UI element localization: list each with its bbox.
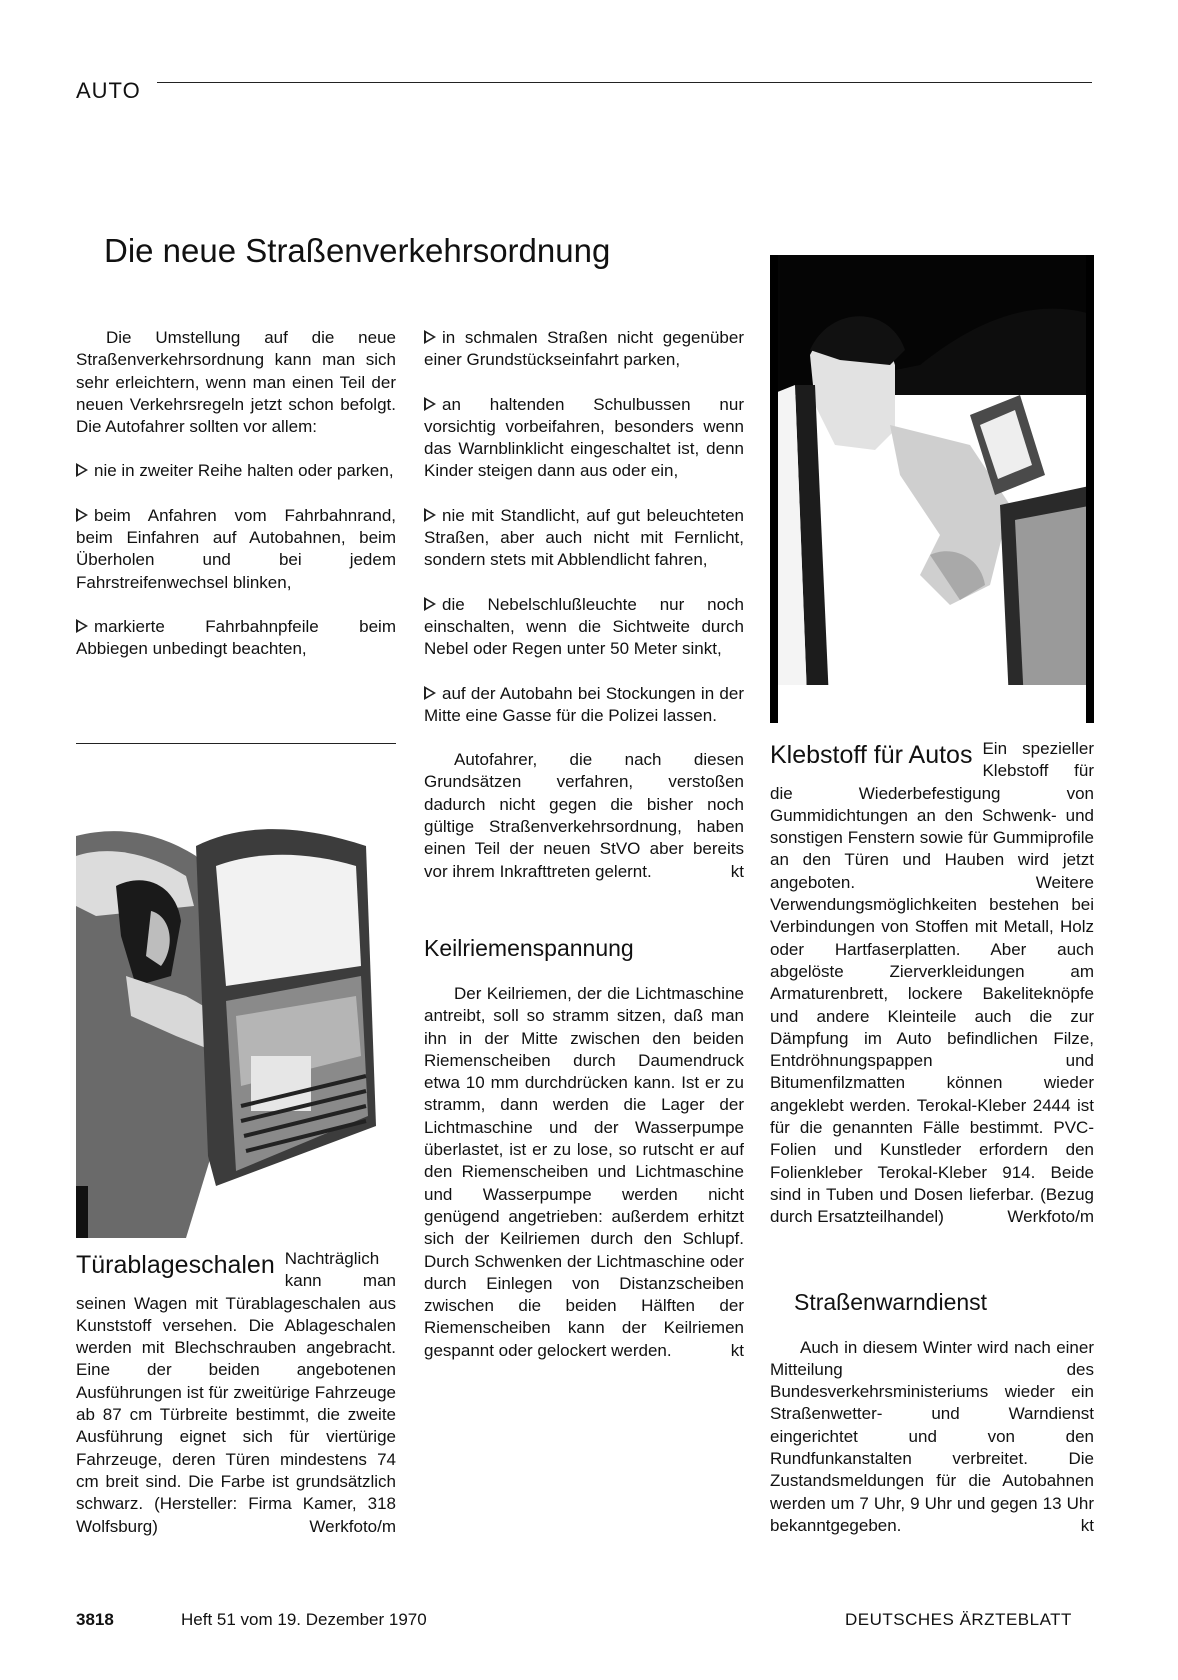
triangle-bullet-icon — [424, 686, 436, 700]
keilriemen-signature: kt — [730, 1340, 744, 1360]
keilriemen-heading: Keilriemenspannung — [424, 934, 634, 961]
list-item: beim Anfahren vom Fahrbahnrand, beim Einfahren auf Autobahnen, beim Überholen und bei jedem Fahrstreifenwechsel blinken, — [76, 505, 396, 592]
triangle-bullet-icon — [76, 463, 88, 477]
tuerablage-body: Nachträglich kann man seinen Wagen mit Türablageschalen aus Kunststoff versehen. Die Ablageschalen werden mit Blechschrauben angebracht. Eine der beiden angebotenen Ausführungen ist für zweitürige Fahrzeuge ab 87 cm Türbreite bestimmt, die zweite Ausführung eignet sich für viertürige Fahrzeuge, deren Türen mindestens 74 cm breit sind. Die Farbe ist grundsätzlich schwarz. (Hersteller: Firma Kamer, 318 Wolfsburg) — [76, 1249, 396, 1536]
triangle-bullet-icon — [76, 508, 88, 522]
list-item: die Nebelschlußleuchte nur noch einschalten, wenn die Sichtweite durch Nebel oder Regen unter 50 Meter sinkt, — [424, 594, 744, 659]
journal-name: DEUTSCHES ÄRZTEBLATT — [845, 1610, 1072, 1629]
issue-info: Heft 51 vom 19. Dezember 1970 — [181, 1610, 427, 1629]
closing-paragraph: Autofahrer, die nach diesen Grundsätzen verfahren, verstoßen dadurch nicht gegen die bisher noch gültige Straßenverkehrsordnung, haben einen Teil der neuen StVO aber bereits vor ihrem Inkrafttreten gelernt. kt — [424, 749, 744, 883]
keilriemen-body: Der Keilriemen, der die Lichtmaschine antreibt, soll so stramm sitzen, daß man ihn in der Mitte zwischen den beiden Riemenscheiben durch Daumendruck etwa 10 mm durchdrücken kann. Ist er zu stramm, dann werden die Lager der Lichtmaschine und der Wasserpumpe überlastet, ist er zu lose, so rutscht er auf den Riemenscheiben und Lichtmaschine und Wasserpumpe werden nicht genügend angetrieben: außerdem erhitzt sich der Keilriemen durch den Schlupf. Durch Schwenken der Lichtmaschine oder durch Einlegen von Distanzscheiben zwischen die beiden Hälften der Riemenscheiben kann der Keilriemen gespannt oder gelockert werden. kt — [424, 983, 744, 1362]
list-item: nie in zweiter Reihe halten oder parken, — [76, 460, 396, 482]
klebstoff-body: Ein spezieller Klebstoff für die Wiederbefestigung von Gummidichtungen an den Schwenk- und sonstigen Fenstern sowie für Gummiprofile an den Türen und Hauben wird jetzt angeboten. Weitere Verwendungsmöglichkeiten bestehen bei Verbindungen von Stoffen mit Metall, Holz oder Hartfaserplatten. Aber auch abgelöste Zierverkleidungen am Armaturenbrett, lockere Bakeliteknöpfe und andere Kleinteile auch die zur Dämpfung im Auto befindlichen Filze, Entdröhnungspappen und Bitumenfilzmatten können wieder angeklebt werden. Terokal-Kleber 2444 ist für die genannten Fälle bestimmt. PVC-Folien und Kunstleder erfordern den Folienkleber Terokal-Kleber 914. Beide sind in Tuben und Dosen lieferbar. (Bezug durch Ersatzteilhandel) — [770, 739, 1094, 1227]
tuerablage-credit: Werkfoto/m — [309, 1516, 396, 1536]
page-title: Die neue Straßenverkehrsordnung — [104, 232, 611, 269]
list-item: in schmalen Straßen nicht gegenüber einer Grundstückseinfahrt parken, — [424, 328, 744, 370]
closing-signature: kt — [730, 861, 744, 881]
warndienst-heading: Straßenwarndienst — [794, 1288, 988, 1315]
tuerablage-heading: Türablageschalen — [76, 1251, 275, 1279]
list-item: an haltenden Schulbussen nur vorsichtig vorbeifahren, besonders wenn das Warnblinklicht eingeschaltet ist, denn Kinder steigen dann aus oder ein, — [424, 394, 744, 481]
column-divider — [76, 743, 396, 744]
list-item: markierte Fahrbahnpfeile beim Abbiegen unbedingt beachten, — [76, 616, 396, 659]
klebstoff-article — [770, 738, 1094, 1229]
section-label: AUTO — [76, 78, 141, 103]
triangle-bullet-icon — [424, 597, 436, 611]
triangle-bullet-icon — [76, 619, 88, 633]
klebstoff-heading: Klebstoff für Autos — [770, 741, 973, 769]
intro-paragraph: Die Umstellung auf die neue Straßenverkehrsordnung kann man sich sehr erleichtern, wenn man einen Teil der neuen Verkehrsregeln jetzt schon befolgt. Die Autofahrer sollten vor allem: — [76, 328, 396, 437]
list-item: auf der Autobahn bei Stockungen in der Mitte eine Gasse für die Polizei lassen. — [424, 683, 744, 725]
triangle-bullet-icon — [424, 397, 436, 411]
warndienst-signature: kt — [1080, 1515, 1094, 1535]
list-item: nie mit Standlicht, auf gut beleuchteten Straßen, aber auch nicht mit Fernlicht, sondern stets mit Abblendlicht fahren, — [424, 505, 744, 570]
warndienst-body: Auch in diesem Winter wird nach einer Mitteilung des Bundesverkehrsministeriums wieder ein Straßenwetter- und Warndienst eingerichtet und von den Rundfunkanstalten verbreitet. Die Zustandsmeldungen für die Autobahnen werden um 7 Uhr, 9 Uhr und gegen 13 Uhr bekanntgegeben. kt — [770, 1337, 1094, 1538]
page-number: 3818 — [76, 1610, 114, 1629]
intro-column — [76, 327, 396, 683]
car-door-photo — [76, 826, 396, 1238]
klebstoff-credit: Werkfoto/m — [1007, 1207, 1094, 1227]
tuerablage-article — [76, 1248, 396, 1538]
side-column — [770, 738, 1094, 1559]
adhesive-photo — [770, 255, 1094, 723]
triangle-bullet-icon — [424, 330, 436, 344]
triangle-bullet-icon — [424, 508, 436, 522]
rules-column — [424, 327, 744, 1384]
header-rule — [157, 82, 1092, 83]
